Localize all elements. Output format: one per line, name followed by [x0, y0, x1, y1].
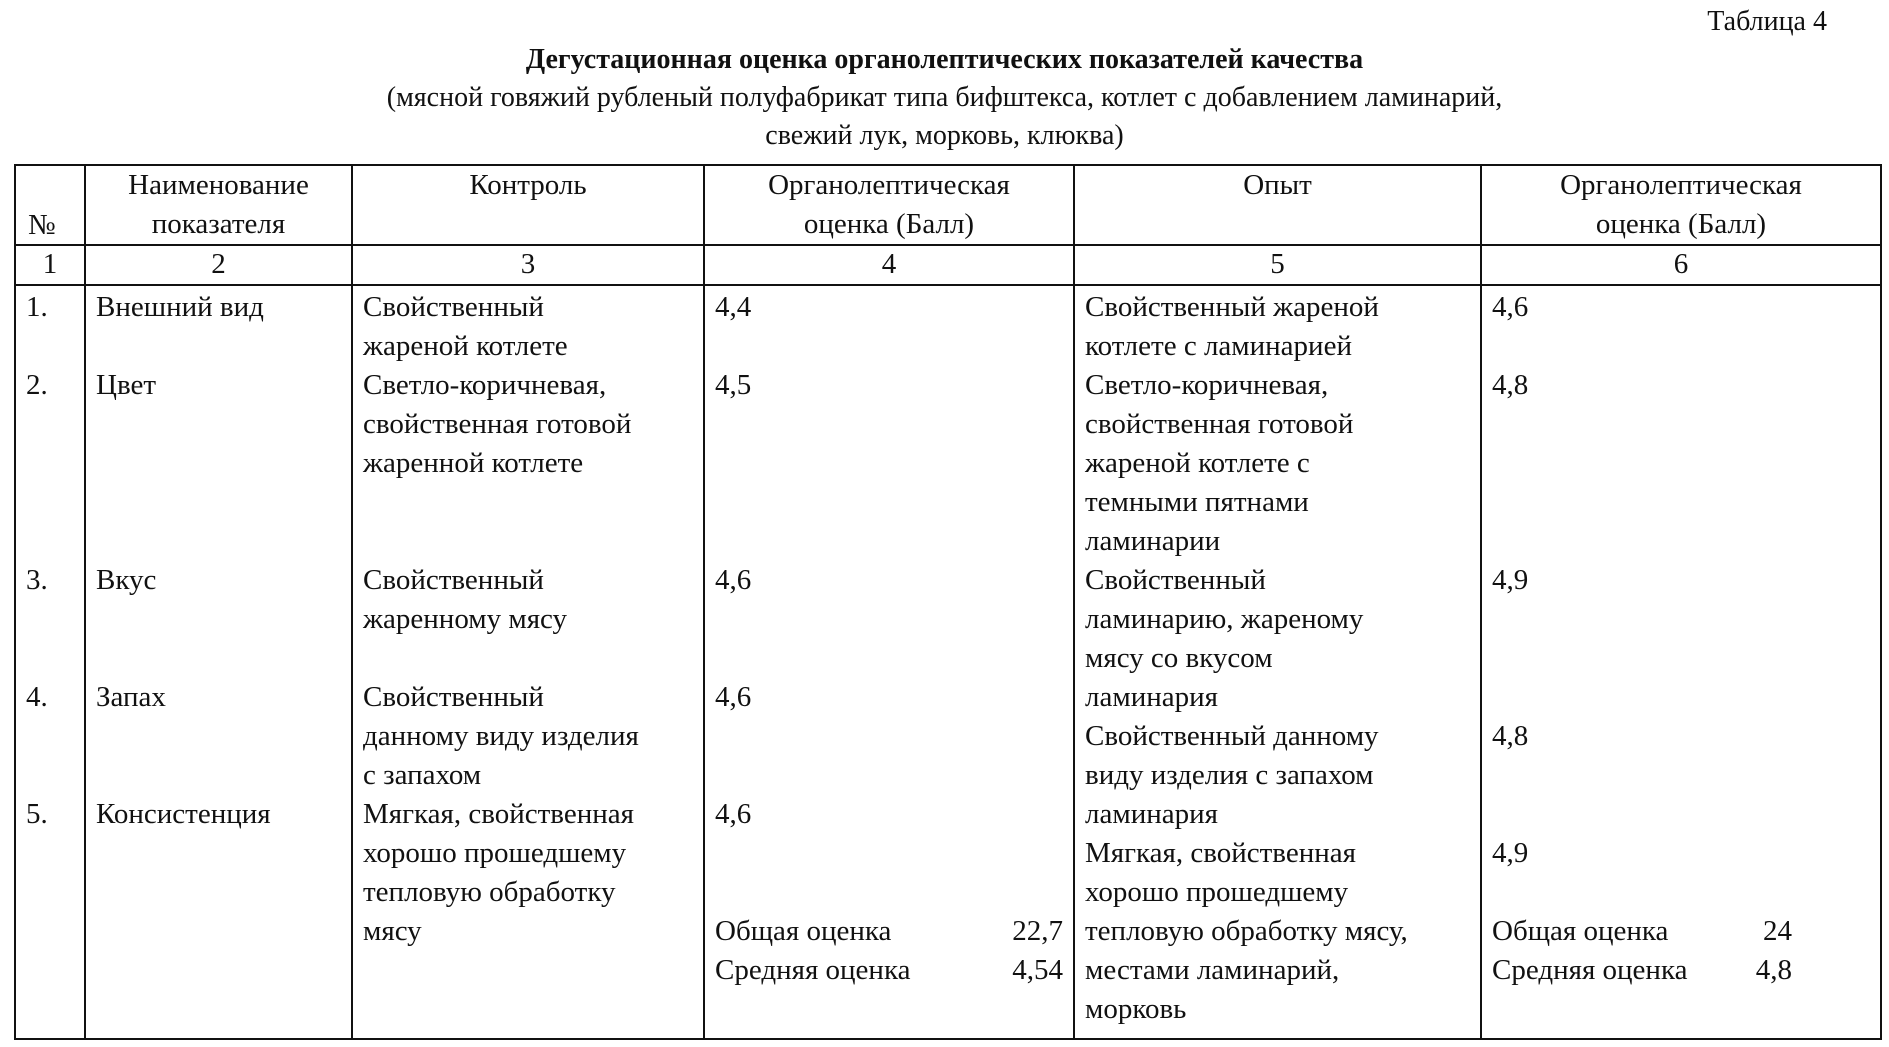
experiment-text: местами ламинарий, — [1085, 954, 1340, 986]
spacer — [1492, 795, 1870, 834]
spacer — [715, 717, 1063, 756]
spacer — [715, 327, 1063, 366]
spacer — [715, 639, 1063, 678]
col-header-score-2-line-1: Органолептическая — [1560, 169, 1802, 201]
col-header-control: Контроль — [352, 165, 704, 245]
column-number-row — [15, 245, 1881, 285]
row-name-5: Консистенция — [96, 798, 271, 830]
col-number-6: 6 — [1481, 245, 1881, 285]
experiment-text: морковь — [1085, 993, 1187, 1025]
experiment-text: Свойственный жареной — [1085, 291, 1379, 323]
col-number-1: 1 — [15, 245, 85, 285]
spacer — [1492, 873, 1870, 912]
col-number-3: 3 — [352, 245, 704, 285]
control-text: свойственная готовой — [363, 408, 632, 440]
spacer — [96, 600, 341, 639]
control-total-value: 22,7 — [1012, 915, 1063, 947]
control-score-4: 4,6 — [715, 681, 752, 713]
experiment-text: ламинария — [1085, 681, 1218, 713]
spacer — [1492, 600, 1870, 639]
control-text: хорошо прошедшему — [363, 837, 627, 869]
row-num-3: 3. — [26, 564, 48, 596]
experiment-text: ламинарию, жареному — [1085, 603, 1364, 635]
name-column — [85, 285, 352, 1039]
control-score-1: 4,4 — [715, 291, 752, 323]
spacer — [715, 756, 1063, 795]
control-text: Свойственный — [363, 291, 544, 323]
spacer — [96, 483, 341, 522]
row-num-5: 5. — [26, 798, 48, 830]
spacer — [26, 717, 74, 756]
col-header-score-2 — [1481, 165, 1881, 245]
control-total-row — [715, 912, 1063, 951]
control-text: данному виду изделия — [363, 720, 639, 752]
spacer — [1492, 522, 1870, 561]
spacer — [715, 834, 1063, 873]
experiment-score-5: 4,9 — [1492, 837, 1529, 869]
experiment-text: мясу со вкусом — [1085, 642, 1273, 674]
table-title: Дегустационная оценка органолептических показателей качества — [525, 44, 1364, 75]
experiment-column — [1074, 285, 1481, 1039]
row-name-2: Цвет — [96, 369, 157, 401]
col-number-5: 5 — [1074, 245, 1481, 285]
col-header-num: № — [15, 165, 85, 245]
experiment-text: Свойственный — [1085, 564, 1266, 596]
spacer — [1492, 327, 1870, 366]
col-header-score-2-line-2: оценка (Балл) — [1595, 208, 1767, 240]
experiment-average-label: Средняя оценка — [1492, 954, 1688, 986]
control-text: мясу — [363, 915, 422, 947]
control-score-column — [704, 285, 1074, 1039]
experiment-text: жареной котлете с — [1085, 447, 1310, 479]
col-header-name-line-1: Наименование — [128, 169, 309, 201]
experiment-text: тепловую обработку мясу, — [1085, 915, 1408, 947]
spacer — [1492, 678, 1870, 717]
spacer — [363, 483, 693, 522]
spacer — [26, 327, 74, 366]
col-header-score-1-line-1: Органолептическая — [768, 169, 1010, 201]
experiment-text: Мягкая, свойственная — [1085, 837, 1356, 869]
row-name-4: Запах — [96, 681, 166, 713]
control-text: жаренной котлете — [363, 447, 584, 479]
experiment-text: Светло-коричневая, — [1085, 369, 1329, 401]
table-label: Таблица 4 — [1707, 6, 1827, 37]
col-header-name-line-2: показателя — [151, 208, 286, 240]
spacer — [26, 405, 74, 444]
tasting-table — [14, 164, 1882, 1040]
spacer — [26, 522, 74, 561]
row-num-4: 4. — [26, 681, 48, 713]
control-average-value: 4,54 — [1012, 954, 1063, 986]
spacer — [96, 405, 341, 444]
num-column — [15, 285, 85, 1039]
row-num-2: 2. — [26, 369, 48, 401]
spacer — [26, 756, 74, 795]
row-num-1: 1. — [26, 291, 48, 323]
data-row — [15, 285, 1881, 1039]
spacer — [26, 483, 74, 522]
experiment-text: темными пятнами — [1085, 486, 1309, 518]
spacer — [715, 600, 1063, 639]
control-text: Свойственный — [363, 564, 544, 596]
spacer — [715, 873, 1063, 912]
spacer — [26, 639, 74, 678]
spacer — [715, 444, 1063, 483]
spacer — [1492, 756, 1870, 795]
experiment-text: ламинария — [1085, 798, 1218, 830]
control-text: Свойственный — [363, 681, 544, 713]
experiment-average-row — [1492, 951, 1792, 990]
experiment-text: Свойственный данному — [1085, 720, 1379, 752]
row-name-3: Вкус — [96, 564, 157, 596]
control-score-3: 4,6 — [715, 564, 752, 596]
control-text: с запахом — [363, 759, 482, 791]
spacer — [96, 639, 341, 678]
experiment-score-column — [1481, 285, 1881, 1039]
control-column — [352, 285, 704, 1039]
experiment-score-1: 4,6 — [1492, 291, 1529, 323]
experiment-text: виду изделия с запахом — [1085, 759, 1374, 791]
col-number-2: 2 — [85, 245, 352, 285]
spacer — [96, 327, 341, 366]
col-header-score-1 — [704, 165, 1074, 245]
experiment-total-value: 24 — [1763, 915, 1792, 947]
control-text: жаренному мясу — [363, 603, 568, 635]
experiment-total-label: Общая оценка — [1492, 915, 1669, 947]
control-score-2: 4,5 — [715, 369, 752, 401]
spacer — [363, 522, 693, 561]
experiment-average-value: 4,8 — [1755, 954, 1792, 986]
col-number-4: 4 — [704, 245, 1074, 285]
experiment-score-4: 4,8 — [1492, 720, 1529, 752]
spacer — [1492, 444, 1870, 483]
control-average-row — [715, 951, 1063, 990]
header-row — [15, 165, 1881, 245]
control-text: Светло-коричневая, — [363, 369, 607, 401]
spacer — [1492, 405, 1870, 444]
spacer — [715, 483, 1063, 522]
control-average-label: Средняя оценка — [715, 954, 911, 986]
control-text: тепловую обработку — [363, 876, 616, 908]
row-name-1: Внешний вид — [96, 291, 264, 323]
spacer — [96, 444, 341, 483]
control-total-label: Общая оценка — [715, 915, 892, 947]
spacer — [96, 756, 341, 795]
col-header-score-1-line-2: оценка (Балл) — [803, 208, 975, 240]
experiment-score-2: 4,8 — [1492, 369, 1529, 401]
control-text: Мягкая, свойственная — [363, 798, 634, 830]
col-header-name — [85, 165, 352, 245]
table-subtitle-line-1: (мясной говяжий рубленый полуфабрикат типа бифштекса, котлет с добавлением ламинарий, — [386, 82, 1503, 113]
spacer — [96, 522, 341, 561]
control-score-5: 4,6 — [715, 798, 752, 830]
control-text: жареной котлете — [363, 330, 568, 362]
spacer — [26, 444, 74, 483]
spacer — [715, 405, 1063, 444]
experiment-total-row — [1492, 912, 1792, 951]
col-header-experiment: Опыт — [1074, 165, 1481, 245]
spacer — [1492, 639, 1870, 678]
spacer — [715, 522, 1063, 561]
table-subtitle-line-2: свежий лук, морковь, клюква) — [765, 120, 1124, 151]
experiment-text: котлете с ламинарией — [1085, 330, 1352, 362]
spacer — [1492, 483, 1870, 522]
experiment-text: свойственная готовой — [1085, 408, 1354, 440]
experiment-score-3: 4,9 — [1492, 564, 1529, 596]
spacer — [26, 600, 74, 639]
experiment-text: ламинарии — [1085, 525, 1221, 557]
spacer — [96, 717, 341, 756]
spacer — [363, 639, 693, 678]
experiment-text: хорошо прошедшему — [1085, 876, 1349, 908]
